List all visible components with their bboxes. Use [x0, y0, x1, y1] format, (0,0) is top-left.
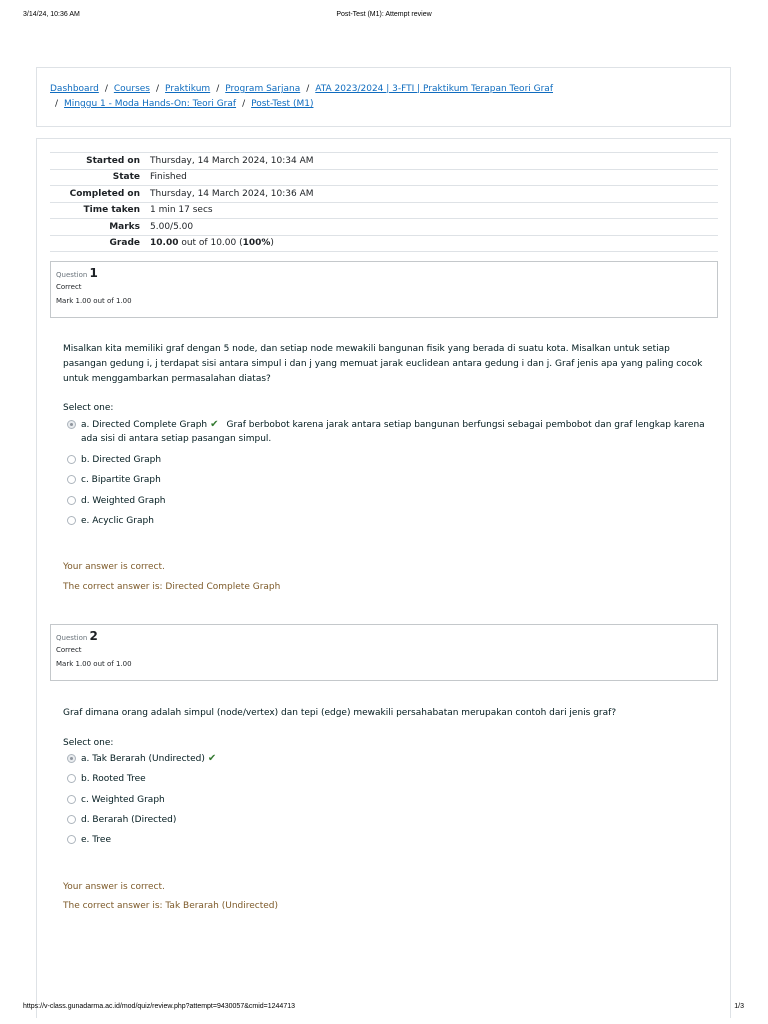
summary-value: Thursday, 14 March 2024, 10:34 AM [150, 155, 314, 166]
question-label: Question [56, 271, 88, 279]
correct-answer: The correct answer is: Tak Berarah (Undirected) [63, 901, 279, 911]
answer-option[interactable] [67, 473, 707, 487]
breadcrumb-program-sarjana[interactable]: Program Sarjana [225, 84, 301, 94]
summary-label: Time taken [83, 205, 140, 216]
answer-option[interactable] [67, 772, 707, 786]
summary-row-started [50, 153, 718, 170]
breadcrumb-separator: / [216, 84, 220, 94]
breadcrumb-section[interactable]: Minggu 1 - Moda Hands-On: Teori Graf [64, 99, 237, 109]
breadcrumb-separator: / [55, 99, 59, 109]
radio-button[interactable] [67, 475, 76, 484]
summary-value: Finished [150, 172, 187, 183]
question-label: Question [56, 634, 88, 642]
print-url: https://v-class.gunadarma.ac.id/mod/quiz/review.php?attempt=9430057&cmid=1244713 [23, 1003, 296, 1010]
radio-button[interactable] [67, 774, 76, 783]
radio-button[interactable] [67, 754, 76, 763]
breadcrumb-dashboard[interactable]: Dashboard [50, 84, 99, 94]
answer-option[interactable] [67, 494, 707, 508]
breadcrumb-separator: / [156, 84, 160, 94]
grade-text: out of 10.00 ( [178, 238, 243, 249]
question-text: Graf dimana orang adalah simpul (node/vertex) dan tepi (edge) mewakili persahabatan merupakan contoh dari jenis graf? [63, 708, 617, 718]
answer-option[interactable] [67, 514, 707, 528]
attempt-summary-table [50, 152, 718, 252]
print-datetime: 3/14/24, 10:36 AM [23, 11, 80, 18]
radio-button[interactable] [67, 835, 76, 844]
question-number [56, 266, 712, 280]
correct-answer: The correct answer is: Directed Complete Graph [63, 582, 281, 592]
summary-row-state [50, 169, 718, 186]
grade-score: 10.00 [150, 238, 179, 249]
answer-result: Your answer is correct. [63, 562, 165, 572]
breadcrumb-courses[interactable]: Courses [113, 84, 150, 94]
select-prompt: Select one: [63, 738, 114, 748]
summary-row-grade [50, 235, 718, 252]
question-state: Correct [56, 283, 82, 291]
question-number [56, 629, 712, 643]
summary-value [150, 235, 718, 252]
grade-text-end: ) [270, 238, 274, 249]
breadcrumb-separator: / [242, 99, 246, 109]
option-label: d. Weighted Graph [81, 496, 166, 506]
summary-label: Grade [109, 238, 140, 249]
summary-label: Started on [86, 155, 140, 166]
answer-option[interactable] [67, 793, 707, 807]
answer-option[interactable] [67, 418, 707, 446]
option-label: b. Rooted Tree [81, 774, 146, 784]
question-text: Misalkan kita memiliki graf dengan 5 node, dan setiap node mewakili bangunan fisik yang berada di suatu kota. Misalkan untuk setiap pasangan gedung i, j terdapat sisi antara simpul i dan j yang memuat jarak euclidean antara gedung i dan j. Graf jenis apa yang paling cocok untuk menggambarkan permasalahan diatas? [63, 344, 703, 384]
question-state: Correct [56, 646, 82, 654]
check-icon: ✔ [210, 419, 219, 430]
summary-label: Completed on [69, 188, 140, 199]
summary-row-time [50, 202, 718, 219]
radio-button[interactable] [67, 815, 76, 824]
summary-label: Marks [109, 221, 140, 232]
breadcrumb-separator: / [306, 84, 310, 94]
answer-option[interactable] [67, 813, 707, 827]
summary-row-marks [50, 219, 718, 236]
option-label: c. Weighted Graph [81, 795, 165, 805]
question-mark: Mark 1.00 out of 1.00 [56, 297, 132, 305]
question-number-value: 1 [89, 266, 98, 280]
breadcrumb [36, 67, 731, 127]
print-document-title: Post-Test (M1): Attempt review [336, 11, 432, 18]
summary-row-completed [50, 186, 718, 203]
radio-button[interactable] [67, 795, 76, 804]
option-label: d. Berarah (Directed) [81, 815, 177, 825]
radio-button[interactable] [67, 420, 76, 429]
breadcrumb-quiz[interactable]: Post-Test (M1) [251, 99, 314, 109]
breadcrumb-separator: / [104, 84, 108, 94]
question-number-value: 2 [89, 629, 98, 643]
check-icon: ✔ [207, 753, 217, 764]
question-info [50, 261, 718, 318]
answer-option[interactable] [67, 453, 707, 467]
option-label: e. Tree [81, 835, 112, 845]
print-page-number: 1/3 [734, 1003, 744, 1010]
option-label: a. Tak Berarah (Undirected) [81, 754, 205, 764]
summary-value: 1 min 17 secs [150, 205, 213, 216]
option-label: c. Bipartite Graph [81, 475, 161, 485]
radio-button[interactable] [67, 516, 76, 525]
breadcrumb-course[interactable]: ATA 2023/2024 | 3-FTI | Praktikum Terapan Teori Graf [315, 84, 553, 94]
option-label: b. Directed Graph [81, 455, 162, 465]
summary-label: State [112, 172, 140, 183]
select-prompt: Select one: [63, 403, 114, 413]
option-label: e. Acyclic Graph [81, 516, 154, 526]
question-mark: Mark 1.00 out of 1.00 [56, 660, 132, 668]
answer-option[interactable] [67, 752, 707, 766]
breadcrumb-praktikum[interactable]: Praktikum [165, 84, 211, 94]
summary-value: 5.00/5.00 [150, 221, 194, 232]
radio-button[interactable] [67, 496, 76, 505]
option-label: a. Directed Complete Graph [81, 420, 208, 430]
summary-value: Thursday, 14 March 2024, 10:36 AM [150, 188, 314, 199]
answer-result: Your answer is correct. [63, 882, 165, 892]
question-info [50, 624, 718, 681]
answer-option[interactable] [67, 833, 707, 847]
grade-percent: 100% [242, 238, 271, 249]
option-feedback: Graf berbobot karena jarak antara setiap bangunan berfungsi sebagai pembobot dan graf lengkap karena ada sisi di antara setiap pasangan simpul. [81, 420, 705, 444]
radio-button[interactable] [67, 455, 76, 464]
